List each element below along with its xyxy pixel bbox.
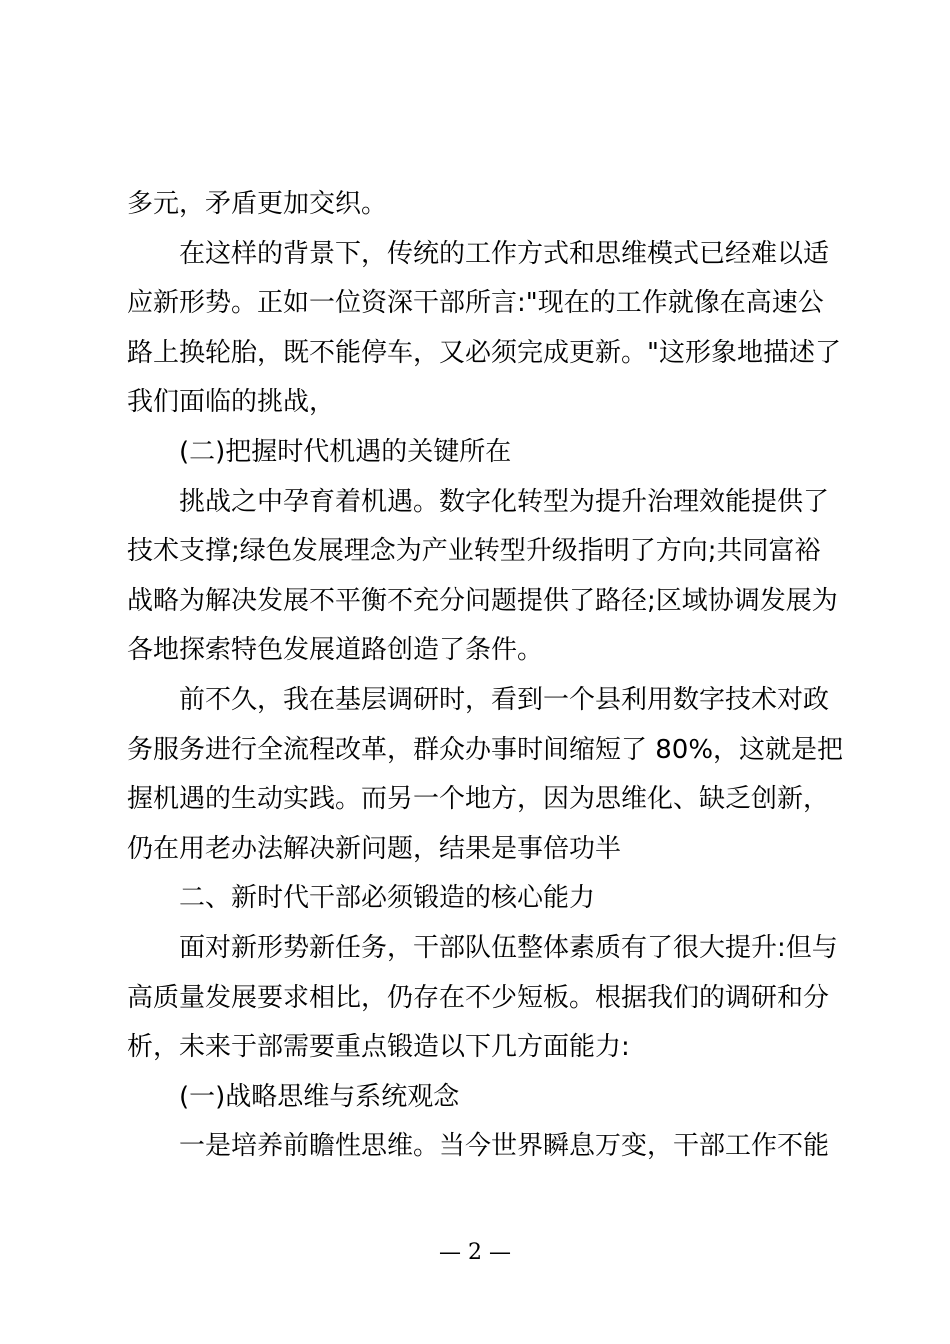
section-heading: (一)战略思维与系统观念 (179, 1081, 460, 1112)
text-line: 析，未来于部需要重点锻造以下几方面能力: (127, 1032, 630, 1063)
text-line: 应新形势。正如一位资深干部所言:"现在的工作就像在高速公 (127, 288, 824, 319)
text-line: 在这样的背景下，传统的工作方式和思维模式已经难以适 (179, 238, 830, 269)
text-line: 挑战之中孕育着机遇。数字化转型为提升治理效能提供了 (179, 486, 830, 517)
section-heading: 二、新时代干部必须锻造的核心能力 (179, 883, 596, 914)
text-line: 面对新形势新任务，干部队伍整体素质有了很大提升:但与 (179, 932, 838, 963)
text-line: 前不久，我在基层调研时，看到一个县利用数字技术对政 (179, 684, 830, 715)
text-line: 路上换轮胎，既不能停车，又必须完成更新。"这形象地描述了 (127, 337, 841, 368)
text-line: 战略为解决发展不平衡不充分问题提供了路径;区域协调发展为 (127, 585, 838, 616)
text-line: 务服务进行全流程改革，群众办事时间缩短了 80%，这就是把 (127, 734, 844, 765)
text-line: 握机遇的生动实践。而另一个地方，因为思维化、缺乏创新， (127, 784, 830, 815)
text-line: 我们面临的挑战， (127, 387, 336, 418)
text-line: 仍在用老办法解决新问题，结果是事倍功半 (127, 833, 622, 864)
text-line: 多元，矛盾更加交织。 (127, 189, 388, 219)
document-body (127, 180, 844, 1172)
section-heading: (二)把握时代机遇的关键所在 (179, 436, 512, 467)
text-line: 技术支撑;绿色发展理念为产业转型升级指明了方向;共同富裕 (127, 536, 821, 567)
page-number: — 2 — (439, 1240, 511, 1265)
text-line: 高质量发展要求相比，仍存在不少短板。根据我们的调研和分 (127, 982, 830, 1013)
text-line: 各地探索特色发展道路创造了条件。 (127, 635, 544, 666)
text-line: 一是培养前瞻性思维。当今世界瞬息万变，干部工作不能 (179, 1131, 830, 1162)
